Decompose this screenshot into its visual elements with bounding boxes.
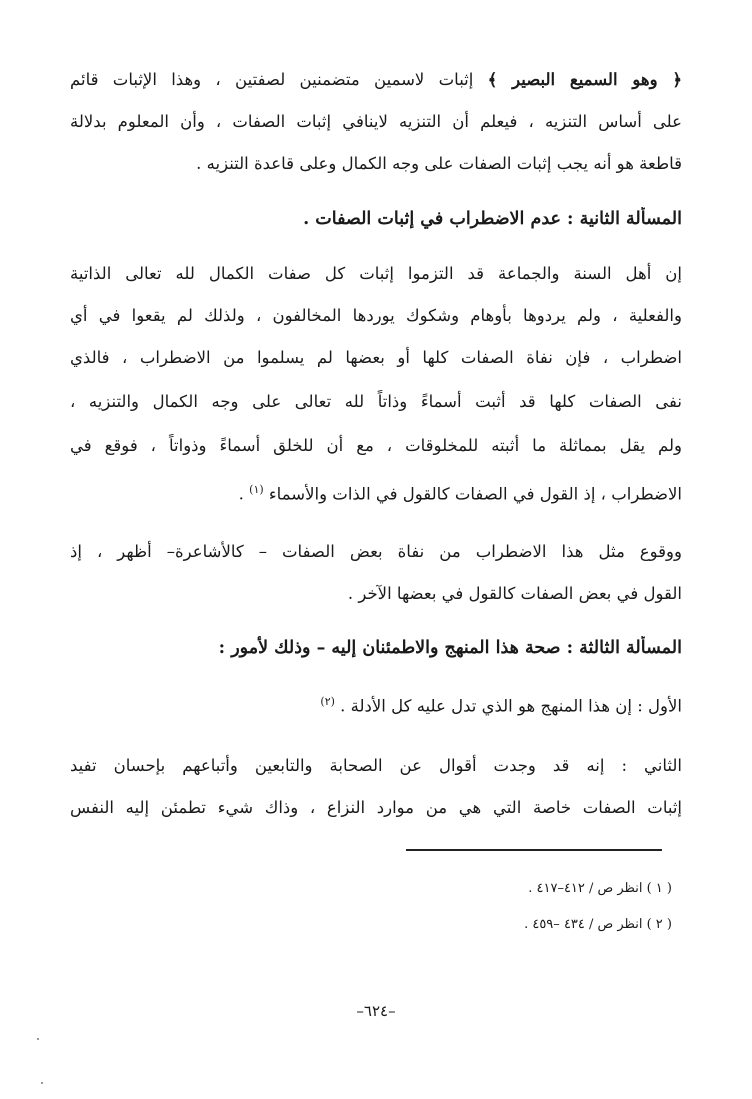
text-line: ووقوع مثل هذا الاضطراب من نفاة بعض الصفات – كالأشاعرة– أظهر ، إذ — [70, 542, 682, 561]
text-line — [70, 478, 682, 507]
footnote-1: ( ١ ) انظر ص / ٤١٢–٤١٧ . — [528, 881, 672, 896]
text-segment: إثبات لاسمين متضمنين لصفتين ، وهذا الإثبات قائم — [70, 70, 474, 89]
text-segment: الأول : إن هذا المنهج هو الذي تدل عليه كل الأدلة . — [340, 696, 682, 716]
text-line: والفعلية ، ولم يردوها بأوهام وشكوك يوردها المخالفون ، ولذلك لم يقعوا في أي — [70, 306, 682, 325]
text-line: القول في بعض الصفات كالقول في بعضها الآخر . — [347, 584, 682, 603]
footnote-divider — [406, 849, 662, 851]
text-line: الثاني : إنه قد وجدت أقوال عن الصحابة والتابعين وأتباعهم بإحسان تفيد — [70, 756, 682, 775]
text-line — [70, 690, 682, 719]
text-line: نفى الصفات كلها قد أثبت أسماءً وذاتاً لله تعالى على وجه الكمال والتنزيه ، — [70, 392, 682, 411]
quran-quote: ﴿ وهو السميع البصير ﴾ — [487, 70, 682, 89]
text-line: إثبات الصفات خاصة التي هي من موارد النزاع ، وذاك شيء تطمئن إليه النفس — [70, 798, 682, 817]
text-line: قاطعة هو أنه يجب إثبات الصفات على وجه الكمال وعلى قاعدة التنزيه . — [196, 154, 682, 173]
text-line: إن أهل السنة والجماعة قد التزموا إثبات كل صفات الكمال لله تعالى الذاتية — [70, 264, 682, 283]
footnote-reference: (٢) — [320, 695, 335, 708]
scan-speck — [37, 1038, 39, 1040]
footnote-reference: (١) — [249, 483, 264, 496]
footnote-2: ( ٢ ) انظر ص / ٤٣٤ –٤٥٩ . — [524, 917, 672, 932]
page-number: –٦٢٤– — [356, 1002, 396, 1020]
text-line: ولم يقل بمماثلة ما أثبته للمخلوقات ، مع أن للخلق أسماءً وذواتاً ، فوقع في — [70, 436, 682, 455]
text-line: على أساس التنزيه ، فيعلم أن التنزيه لاينافي إثبات الصفات ، وأن المعلوم بدلالة — [70, 112, 682, 131]
text-line: اضطراب ، فإن نفاة الصفات كلها أو بعضها لم يسلموا من الاضطراب ، فالذي — [70, 348, 682, 367]
section-heading: المسألة الثانية : عدم الاضطراب في إثبات الصفات . — [303, 209, 682, 229]
section-heading: المسألة الثالثة : صحة هذا المنهج والاطمئنان إليه – وذلك لأمور : — [218, 638, 682, 658]
text-segment: . — [238, 484, 244, 504]
scan-speck — [41, 1082, 43, 1084]
text-segment: الاضطراب ، إذ القول في الصفات كالقول في الذات والأسماء — [268, 484, 682, 504]
text-line — [70, 68, 682, 92]
